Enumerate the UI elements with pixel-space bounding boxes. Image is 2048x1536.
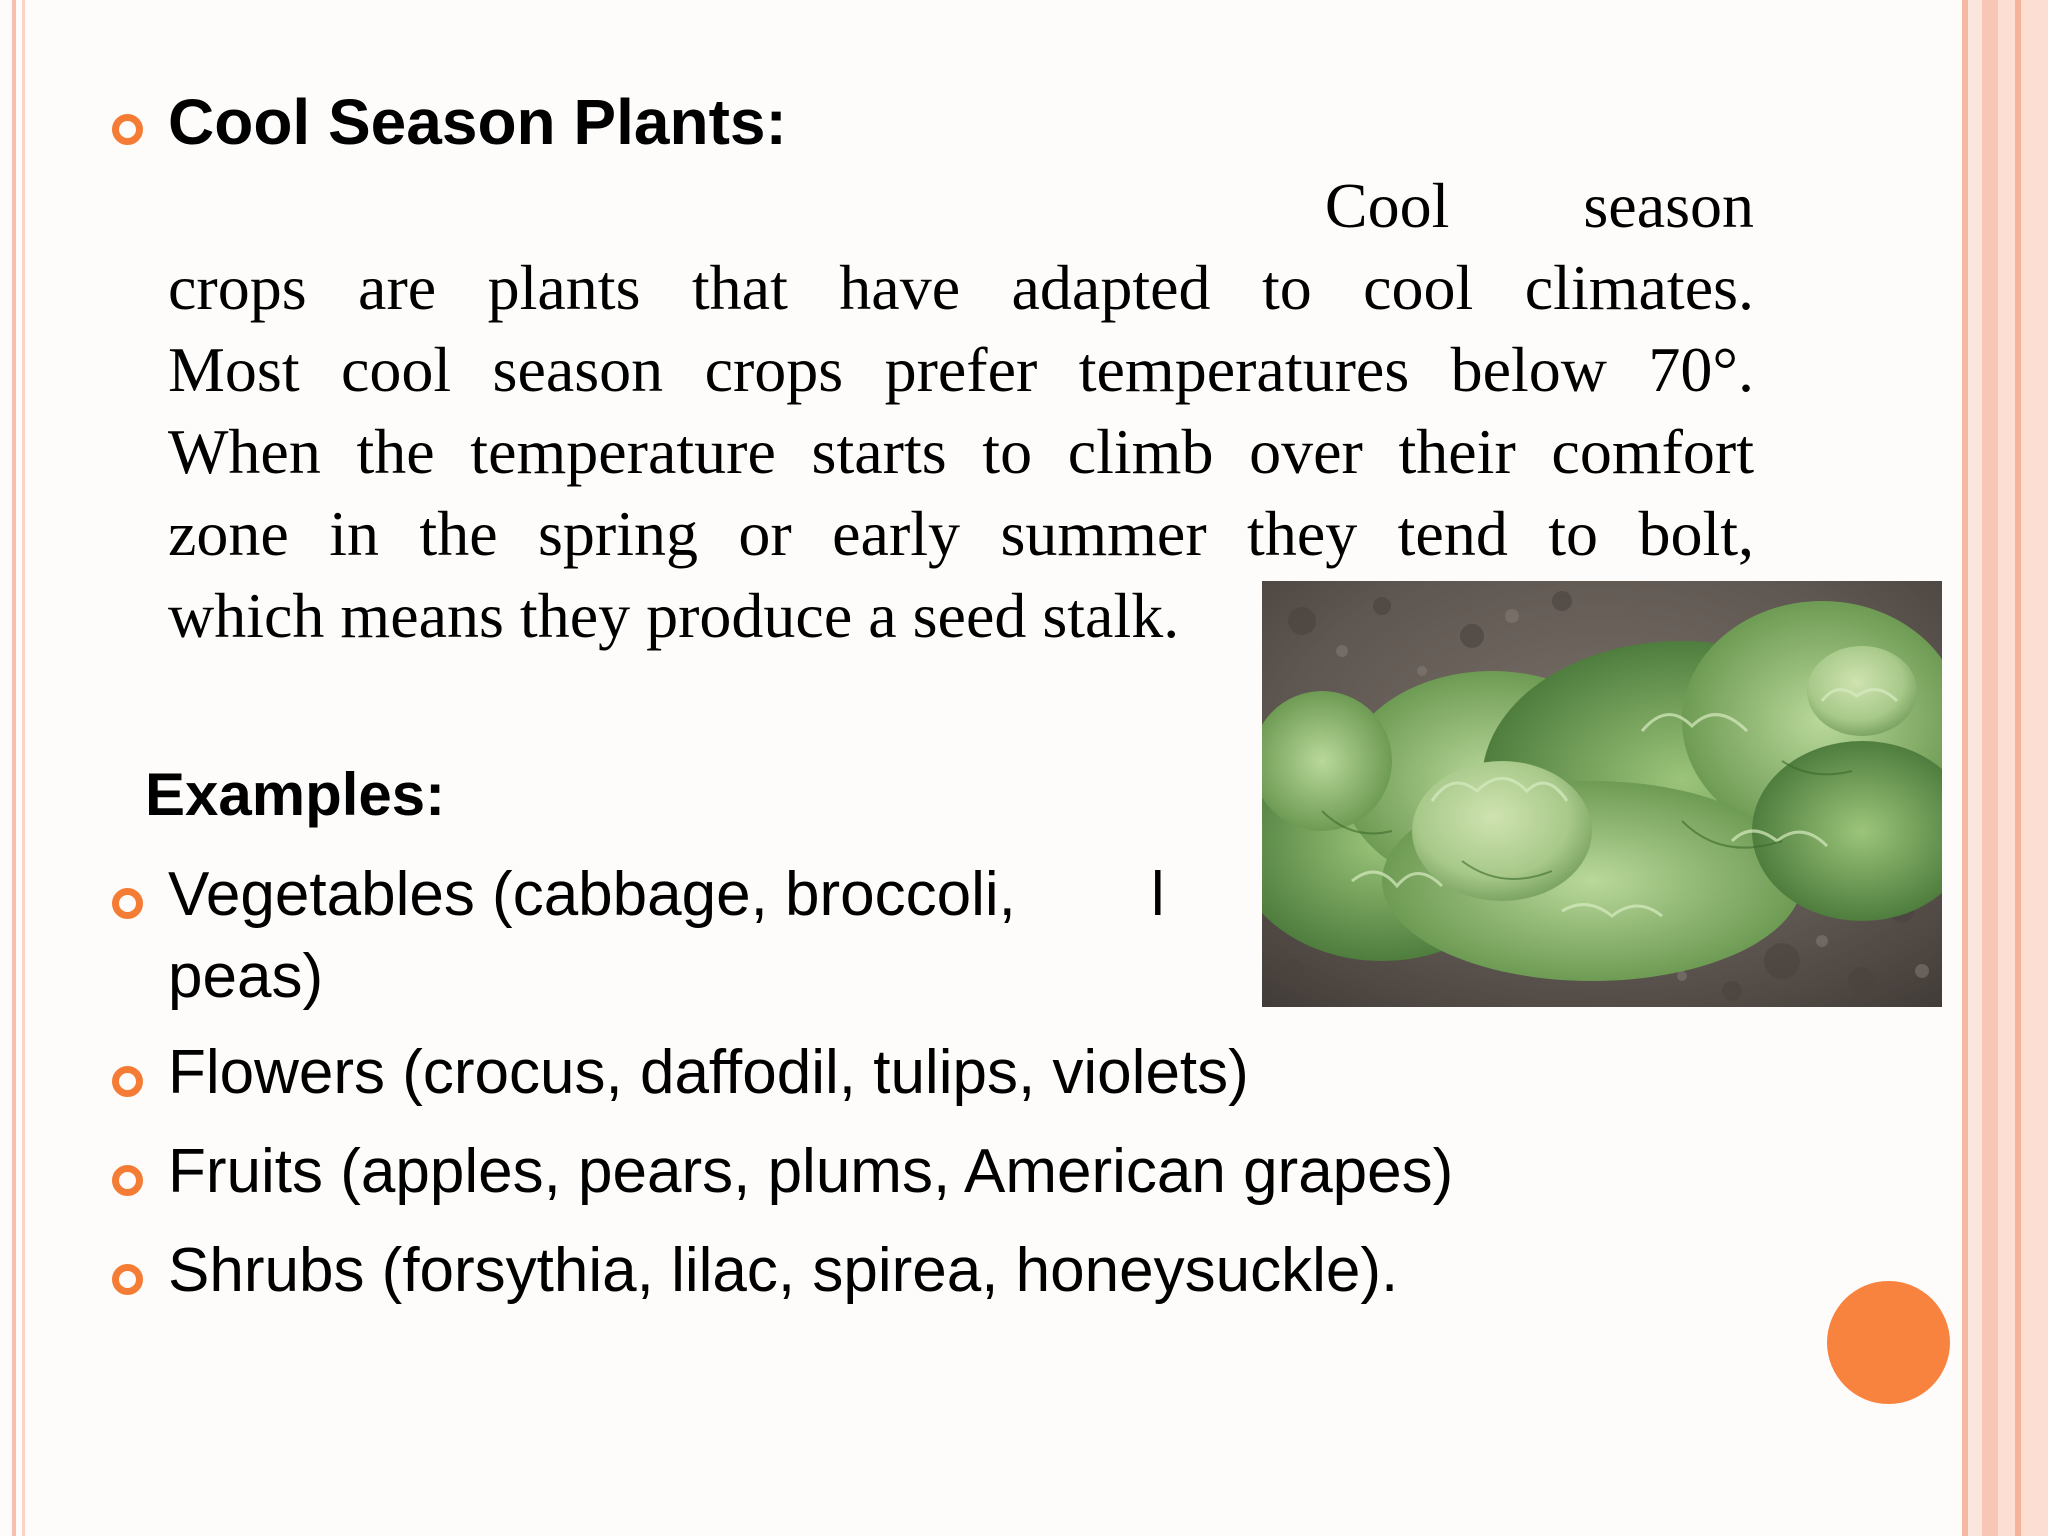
examples-heading: Examples: [145,761,446,828]
paragraph-line: which means they produce a seed stalk. [168,580,1180,651]
decorative-circle [1827,1281,1950,1404]
bullet-icon [112,1264,143,1295]
paragraph-line: crops are plants that have adapted to cool climates. [168,252,1754,323]
paragraph-line: zone in the spring or early summer they tend to bolt, [168,498,1754,569]
example-item-vegetables-cont: peas) [168,942,324,1011]
example-text: Vegetables (cabbage, broccoli, [168,860,1016,929]
example-item-shrubs: Shrubs (forsythia, lilac, spirea, honeysuckle). [168,1236,1399,1305]
right-border-band [1968,0,1982,1536]
example-item-fruits: Fruits (apples, pears, plums, American grapes) [168,1137,1454,1206]
right-border-band [1982,0,1998,1536]
right-border-band [2015,0,2021,1536]
left-border-line [12,0,16,1536]
right-border-band [1998,0,2048,1536]
example-item-flowers: Flowers (crocus, daffodil, tulips, violets) [168,1038,1249,1107]
bullet-icon [112,1066,143,1097]
example-hidden-fragment: l [1150,860,1165,929]
paragraph-line: Cool season [1324,170,1754,241]
paragraph-line: Most cool season crops prefer temperatures below 70°. [168,334,1754,405]
paragraph-line: When the temperature starts to climb over their comfort [168,416,1754,487]
bullet-icon [112,1165,143,1196]
bullet-icon [112,888,143,919]
lettuce-photo [1262,581,1942,1007]
bullet-icon [112,114,143,145]
left-border-line-inner [22,0,25,1536]
slide-heading: Cool Season Plants: [168,86,787,158]
example-item-vegetables [168,855,1165,935]
